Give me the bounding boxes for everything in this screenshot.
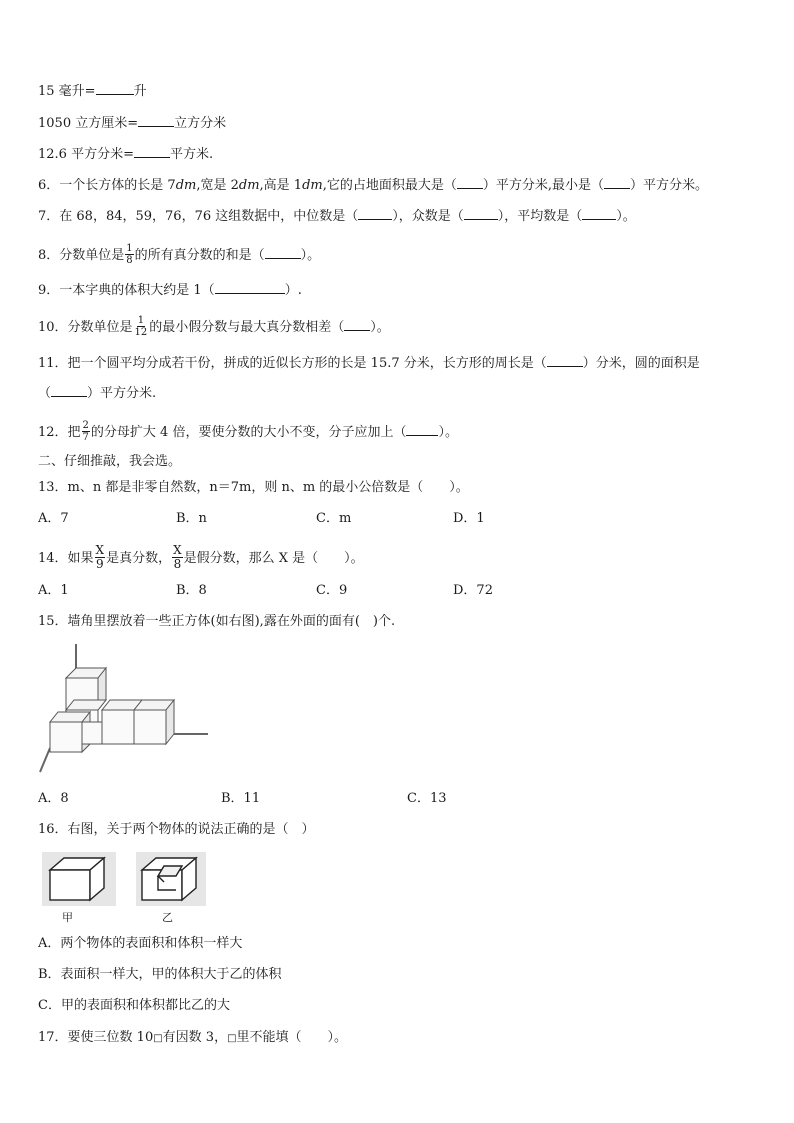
option-a[interactable]: A．两个物体的表面积和体积一样大 <box>38 936 243 951</box>
option-c[interactable]: C．甲的表面积和体积都比乙的大 <box>38 998 230 1013</box>
question-17: 17．要使三位数 10□有因数 3，□里不能填（ ）。 <box>38 1030 348 1045</box>
question-10: 10．分数单位是 $\frac{1}{12}$ 的最小假分数与最大真分数相差（ ）。 <box>38 315 390 338</box>
question-16: 16．右图，关于两个物体的说法正确的是（ ） <box>38 822 315 837</box>
fraction: $\frac{X}{9}$ <box>95 543 105 571</box>
answer-blank[interactable] <box>547 355 583 367</box>
option-c[interactable]: C．m <box>316 511 352 526</box>
answer-blank[interactable] <box>344 319 370 331</box>
corner-cubes-figure <box>36 640 210 780</box>
question-8: 8．分数单位是 $\frac{1}{8}$ 的所有真分数的和是（ ）。 <box>38 243 321 266</box>
conversion-line-2: 1050 立方厘米= 立方分米 <box>38 116 227 131</box>
option-b[interactable]: B．表面积一样大，甲的体积大于乙的体积 <box>38 967 282 982</box>
fraction: $\frac{1}{8}$ <box>126 243 133 266</box>
option-b[interactable]: B．n <box>176 511 207 526</box>
option-b[interactable]: B．8 <box>176 583 207 598</box>
option-c[interactable]: C．13 <box>407 791 447 806</box>
answer-blank[interactable] <box>265 247 301 259</box>
section-heading: 二、仔细推敲，我会选。 <box>38 454 182 469</box>
answer-blank[interactable] <box>51 385 87 397</box>
figure-caption: 乙 <box>162 911 173 924</box>
option-a[interactable]: A．8 <box>38 791 69 806</box>
question-11-line-1: 11．把一个圆平均分成若干份，拼成的近似长方形的长是 15.7 分米，长方形的周长是（ ）分米，圆的面积是 <box>38 356 700 371</box>
option-c[interactable]: C．9 <box>316 583 348 598</box>
answer-blank[interactable] <box>604 177 630 189</box>
answer-blank[interactable] <box>96 83 134 95</box>
question-7: 7．在 68，84，59，76，76 这组数据中，中位数是（ ），众数是（ ），平均数是（ ）。 <box>38 209 636 224</box>
solid-block-figure <box>42 852 116 906</box>
answer-blank[interactable] <box>406 424 438 436</box>
digit-box-icon: □ <box>153 1033 163 1044</box>
answer-blank[interactable] <box>215 282 285 294</box>
option-d[interactable]: D．72 <box>453 583 493 598</box>
answer-blank[interactable] <box>464 208 498 220</box>
question-9: 9．一本字典的体积大约是 1（ ）. <box>38 283 302 298</box>
answer-blank[interactable] <box>582 208 616 220</box>
fraction: $\frac{2}{7}$ <box>82 420 89 443</box>
option-a[interactable]: A．1 <box>38 583 69 598</box>
question-14: 14．如果 $\frac{X}{9}$ 是真分数， $\frac{X}{8}$ 是假分数，那么 X 是（ ）。 <box>38 543 364 571</box>
figure-caption: 甲 <box>62 911 73 924</box>
question-6: 6．一个长方体的长是 7dm,宽是 2dm,高是 1dm,它的占地面积最大是（ ）平方分米,最小是（ ）平方分米。 <box>38 178 709 193</box>
hollow-block-figure <box>136 852 206 906</box>
question-12: 12．把 $\frac{2}{7}$ 的分母扩大 4 倍，要使分数的大小不变，分子应加上（ ）。 <box>38 420 458 443</box>
option-a[interactable]: A．7 <box>38 511 69 526</box>
conversion-line-3: 12.6 平方分米= 平方米. <box>38 147 214 162</box>
digit-box-icon: □ <box>227 1033 237 1044</box>
option-b[interactable]: B．11 <box>221 791 261 806</box>
question-13: 13．m、n 都是非零自然数，n＝7m，则 n、m 的最小公倍数是（ ）。 <box>38 480 469 495</box>
option-d[interactable]: D．1 <box>453 511 485 526</box>
answer-blank[interactable] <box>358 208 392 220</box>
conversion-line-1: 15 毫升= 升 <box>38 84 147 99</box>
fraction: $\frac{X}{8}$ <box>173 543 182 571</box>
answer-blank[interactable] <box>134 146 170 158</box>
answer-blank[interactable] <box>457 177 483 189</box>
question-11-line-2: （ ）平方分米. <box>38 386 157 401</box>
fraction: $\frac{1}{12}$ <box>134 315 148 338</box>
question-15: 15．墙角里摆放着一些正方体(如右图),露在外面的面有( )个. <box>38 614 396 629</box>
answer-blank[interactable] <box>138 115 174 127</box>
